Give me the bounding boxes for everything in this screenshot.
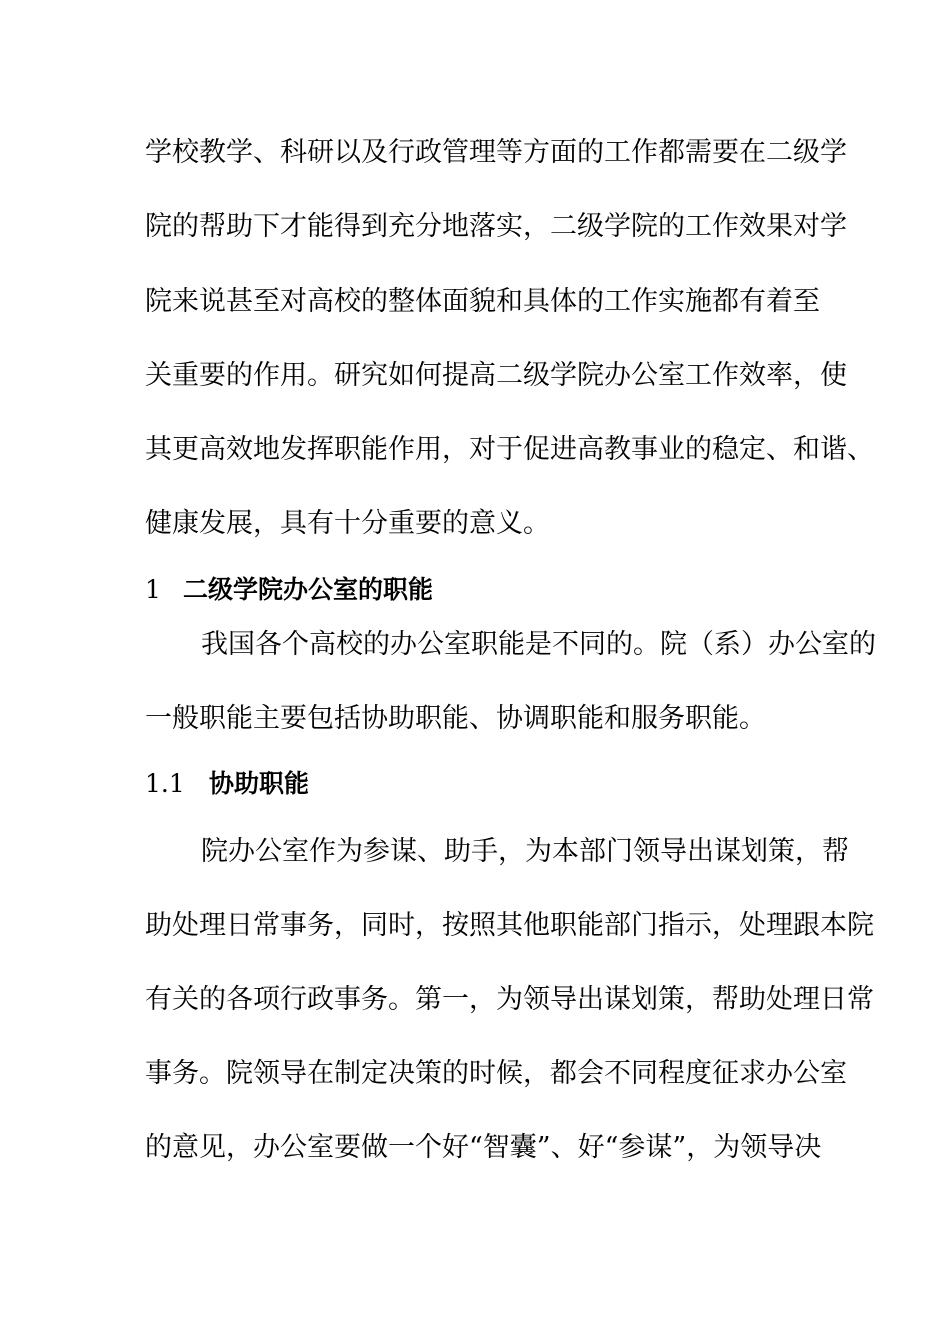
paragraph-2-line-1: 我国各个高校的办公室职能是不同的。院（系）办公室的	[201, 629, 876, 660]
paragraph-2-line-2: 一般职能主要包括协助职能、协调职能和服务职能。	[145, 703, 766, 734]
section-title: 二级学院办公室的职能	[183, 575, 434, 604]
paragraph-1-line-1: 学校教学、科研以及行政管理等方面的工作都需要在二级学	[145, 137, 847, 168]
paragraph-3-line-5: 的意见，办公室要做一个好“智囊”、好“参谋”，为领导决	[145, 1132, 822, 1163]
paragraph-1-line-6: 健康发展，具有十分重要的意义。	[145, 508, 550, 539]
section-heading-1-1	[145, 767, 309, 801]
paragraph-1-line-4: 关重要的作用。研究如何提高二级学院办公室工作效率，使	[145, 360, 847, 391]
paragraph-1-line-3: 院来说甚至对高校的整体面貌和具体的工作实施都有着至	[145, 286, 820, 317]
section-number: 1	[145, 575, 161, 604]
paragraph-3-line-2: 助处理日常事务，同时，按照其他职能部门指示，处理跟本院	[145, 910, 874, 941]
paragraph-1-line-5: 其更高效地发挥职能作用，对于促进高教事业的稳定、和谐、	[145, 434, 874, 465]
paragraph-3-line-3: 有关的各项行政事务。第一，为领导出谋划策，帮助处理日常	[145, 984, 874, 1015]
paragraph-1-line-2: 院的帮助下才能得到充分地落实，二级学院的工作效果对学	[145, 211, 847, 242]
section-number: 1.1	[145, 769, 185, 798]
paragraph-3-line-1: 院办公室作为参谋、助手，为本部门领导出谋划策，帮	[201, 836, 849, 867]
section-title: 协助职能	[209, 769, 310, 798]
section-heading-1	[145, 573, 433, 607]
paragraph-3-line-4: 事务。院领导在制定决策的时候，都会不同程度征求办公室	[145, 1058, 847, 1089]
